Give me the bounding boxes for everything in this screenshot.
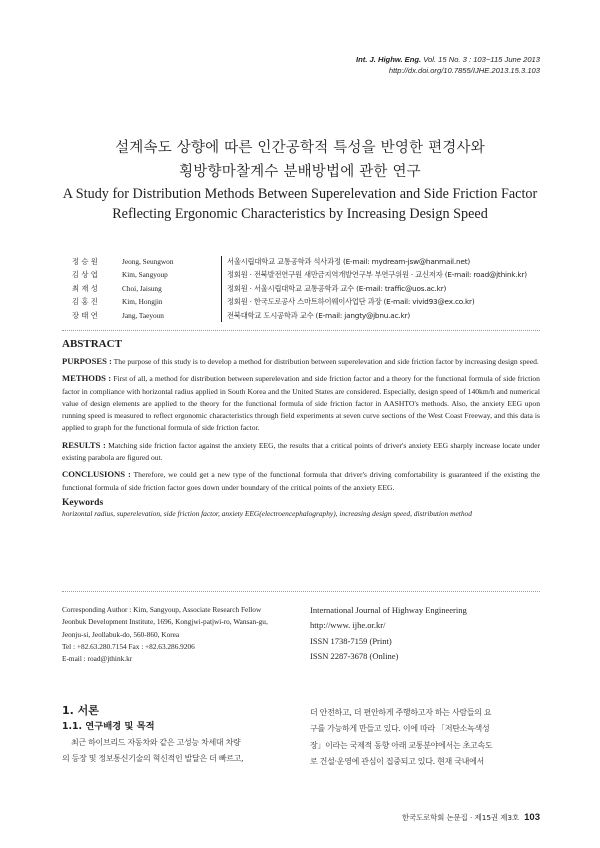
- abstract-section: [62, 338, 540, 520]
- author-affiliation: 전북대학교 도시공학과 교수 (E-mail: jangty@jbnu.ac.kr): [227, 310, 410, 320]
- title-english-line-2: Reflecting Ergonomic Characteristics by Increasing Design Speed: [112, 206, 488, 222]
- abstract-heading: ABSTRACT: [62, 338, 122, 350]
- journal-info-block: [310, 603, 467, 664]
- body-line: 의 등장 및 정보통신기술의 혁신적인 발달은 더 빠르고,: [62, 754, 244, 764]
- corresponding-line: Jeonju-si, Jeollabuk-do, 560-860, Korea: [62, 629, 180, 639]
- author-list: [72, 255, 542, 322]
- body-line: 구를 가능하게 만들고 있다. 이에 따라 「저탄소녹색성: [310, 724, 490, 734]
- corresponding-line: Jeonbuk Development Institute, 1696, Kongjwi-patjwi-ro, Wansan-gu,: [62, 617, 268, 627]
- journal-url[interactable]: http://www. ijhe.or.kr/: [310, 620, 386, 631]
- corresponding-email: E-mail : road@jthink.kr: [62, 654, 133, 664]
- body-line: 로 건설·운영에 관심이 집중되고 있다. 현재 국내에서: [310, 757, 484, 767]
- purposes-label: PURPOSES :: [62, 356, 112, 366]
- page-footer: [402, 812, 540, 823]
- author-affiliation: 정회원 · 서울시립대학교 교통공학과 교수 (E-mail: traffic@uos.ac.kr): [227, 283, 447, 293]
- author-name-korean: 정 승 원: [72, 257, 98, 266]
- body-line: 더 안전하고, 더 편안하게 주행하고자 하는 사람들의 요: [310, 708, 492, 717]
- author-affiliation: 서울시립대학교 교통공학과 석사과정 (E-mail: mydream-jsw@hanmail.net): [227, 257, 471, 266]
- section-heading: 1. 서론: [62, 704, 99, 717]
- author-row: [72, 268, 542, 281]
- author-name-korean: 장 태 연: [72, 310, 98, 320]
- keywords-text: horizontal radius, superelevation, side friction factor, anxiety EEG(electroencephalography), increasing design speed, distribution method: [62, 508, 472, 518]
- body-column-right: [310, 705, 542, 771]
- abstract-conclusions: CONCLUSIONS : Therefore, we could get a new type of the functional formula that driver's driving comfortability is guaranteed if the existing the functional formula of side friction factor goes down under boundary of the critical points of the anxiety EEG.: [62, 469, 541, 492]
- title-english-line-1: A Study for Distribution Methods Between Superelevation and Side Friction Factor: [62, 186, 538, 202]
- journal-doi[interactable]: http://dx.doi.org/10.7855/IJHE.2013.15.3.103: [388, 66, 540, 75]
- abstract-results: RESULTS : Matching side friction factor against the anxiety EEG, the results that a critical points of driver's anxiety EEG sharply increase locate under existing parabola are figured out.: [62, 439, 541, 463]
- author-name-korean: 최 재 성: [72, 283, 98, 293]
- footer-journal-text: 한국도로학회 논문집 · 제15권 제3호: [401, 813, 520, 822]
- keywords-heading: Keywords: [62, 497, 104, 508]
- corresponding-line: Corresponding Author : Kim, Sangyoup, Associate Research Fellow: [62, 605, 262, 614]
- journal-volume-line: Int. J. Highw. Eng. Vol. 15 No. 3 : 103~115 June 2013: [356, 55, 540, 64]
- title-korean-line-2: 횡방향마찰계수 분배방법에 관한 연구: [179, 164, 421, 180]
- author-affiliation: 정회원 · 한국도로공사 스마트하이웨이사업단 과장 (E-mail: vivid93@ex.co.kr): [227, 297, 475, 307]
- separator-top: [62, 330, 540, 331]
- author-name-korean: 김 상 엽: [72, 270, 98, 280]
- author-name-english: Kim, Hongjin: [122, 297, 163, 307]
- author-name-english: Jeong, Seungwon: [122, 257, 174, 266]
- author-row: [72, 309, 542, 322]
- abstract-purposes: PURPOSES : The purpose of this study is to develop a method for distribution between superelevation and side friction factor by increasing design speed.: [62, 356, 539, 366]
- journal-name: International Journal of Highway Engineering: [310, 605, 467, 615]
- title-korean-line-1: 설계속도 상향에 따른 인간공학적 특성을 반영한 편경사와: [115, 140, 485, 156]
- body-line: 최근 하이브리드 자동차와 같은 고성능 차세대 차량: [71, 738, 241, 747]
- subsection-heading: 1.1. 연구배경 및 목적: [62, 721, 155, 732]
- author-row: [72, 295, 542, 308]
- separator-bottom: [62, 591, 540, 592]
- body-line: 장」이라는 국제적 동향 아래 교통분야에서는 초고속도: [310, 740, 493, 750]
- issn-print: ISSN 1738-7159 (Print): [310, 635, 392, 646]
- methods-label: METHODS :: [62, 373, 112, 384]
- author-name-english: Choi, Jaisung: [122, 283, 162, 293]
- corresponding-author-block: [62, 604, 297, 665]
- conclusions-label: CONCLUSIONS :: [62, 469, 131, 480]
- page-number: 103: [524, 812, 540, 823]
- abstract-methods: METHODS : First of all, a method for distribution between superelevation and side friction factor and a theory for the functional formula of side friction factor in compliance with horizontal radius applied in South Korea and the United States are considered. Especially, design speed of 140km/h and numerical value of design elements are applied to the theory for the functional formula of side friction factor in AASHTO's methods. Also, the anxiety EEG upon running speed is measured to reflect ergonomic characteristics through field experiments at seven curve sections of the West Coast Freeway, and this data is applied to graph for the functional formula of side friction factor.: [62, 373, 540, 433]
- issn-online: ISSN 2287-3678 (Online): [310, 650, 399, 661]
- body-column-left: [62, 703, 298, 768]
- author-affiliation: 정회원 · 전북발전연구원 새만금지역개발연구부 부연구위원 · 교신저자 (E-mail: road@jthink.kr): [227, 270, 527, 280]
- author-name-korean: 김 홍 진: [72, 297, 98, 307]
- results-label: RESULTS :: [62, 439, 106, 450]
- author-row: [72, 282, 542, 295]
- journal-citation: [356, 54, 540, 76]
- author-row: [72, 255, 542, 268]
- author-name-english: Kim, Sangyoup: [122, 270, 168, 280]
- corresponding-line: Tel : +82.63.280.7154 Fax : +82.63.286.9206: [62, 641, 195, 651]
- author-name-english: Jang, Taeyoun: [122, 310, 164, 320]
